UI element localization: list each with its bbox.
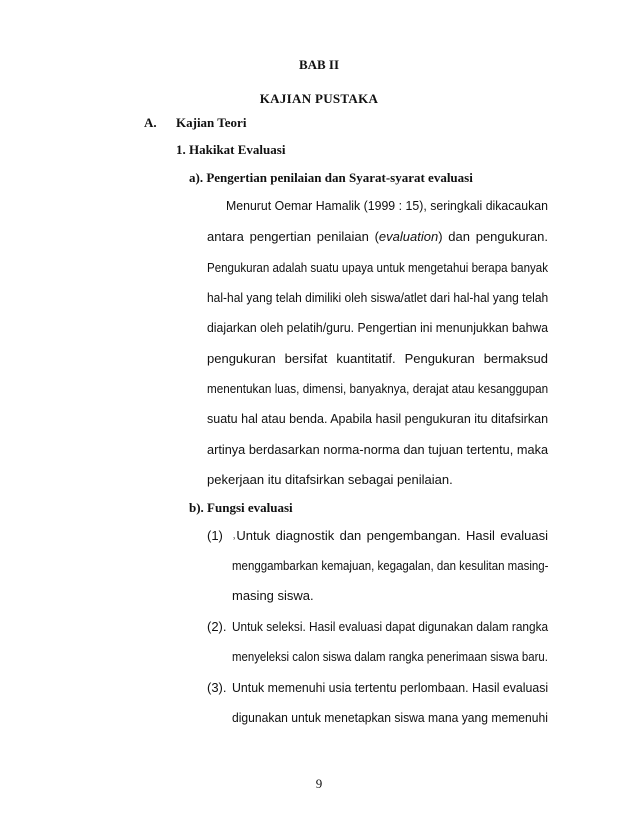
list-item-line: menyeleksi calon siswa dalam rangka penerimaan siswa baru. (232, 649, 548, 664)
list-item-line: Untuk seleksi. Hasil evaluasi dapat digunakan dalam rangka (232, 619, 549, 634)
paragraph-line: pekerjaan itu ditafsirkan sebagai penilaian. (207, 472, 453, 487)
list-item-line: menggambarkan kemajuan, kegagalan, dan kesulitan masing- (232, 558, 549, 573)
list-item-line: ˒Untuk diagnostik dan pengembangan. Hasil evaluasi (232, 528, 548, 543)
paragraph-line: artinya berdasarkan norma-norma dan tujuan tertentu, maka (207, 442, 549, 457)
paragraph-line: Pengukuran adalah suatu upaya untuk mengetahui berapa banyak (207, 260, 548, 275)
list-item-line: digunakan untuk menetapkan siswa mana yang memenuhi (232, 710, 548, 725)
list-item-number: (2). (207, 619, 227, 634)
list-item-number: (3). (207, 680, 227, 695)
subsection-title: 1. Hakikat Evaluasi (176, 142, 286, 157)
paragraph-line-text: antara pengertian penilaian (evaluation) dan pengukuran. (207, 229, 548, 244)
paragraph-line: Menurut Oemar Hamalik (1999 : 15), seringkali dikacaukan (226, 198, 548, 213)
chapter-label: BAB II (298, 57, 340, 72)
list-item-line: masing siswa. (232, 588, 314, 603)
paragraph-line: diajarkan oleh pelatih/guru. Pengertian ini menunjukkan bahwa (207, 320, 549, 335)
part-b-heading: b). Fungsi evaluasi (189, 500, 293, 515)
section-marker: A. (144, 115, 157, 130)
list-item-line: Untuk memenuhi usia tertentu perlombaan. Hasil evaluasi (232, 680, 549, 695)
part-a-heading: a). Pengertian penilaian dan Syarat-syarat evaluasi (189, 170, 473, 185)
section-title: Kajian Teori (176, 115, 247, 130)
paragraph-line (207, 229, 548, 245)
paragraph-line: menentukan luas, dimensi, banyaknya, derajat atau kesanggupan (207, 381, 549, 396)
paragraph-line: suatu hal atau benda. Apabila hasil pengukuran itu ditafsirkan (207, 411, 549, 426)
list-item-number: (1) (207, 528, 223, 543)
page-number: 9 (315, 776, 323, 791)
paragraph-line: pengukuran bersifat kuantitatif. Pengukuran bermaksud (207, 351, 548, 366)
paragraph-line: hal-hal yang telah dimiliki oleh siswa/atlet dari hal-hal yang telah (207, 290, 549, 305)
chapter-title: KAJIAN PUSTAKA (259, 91, 379, 106)
